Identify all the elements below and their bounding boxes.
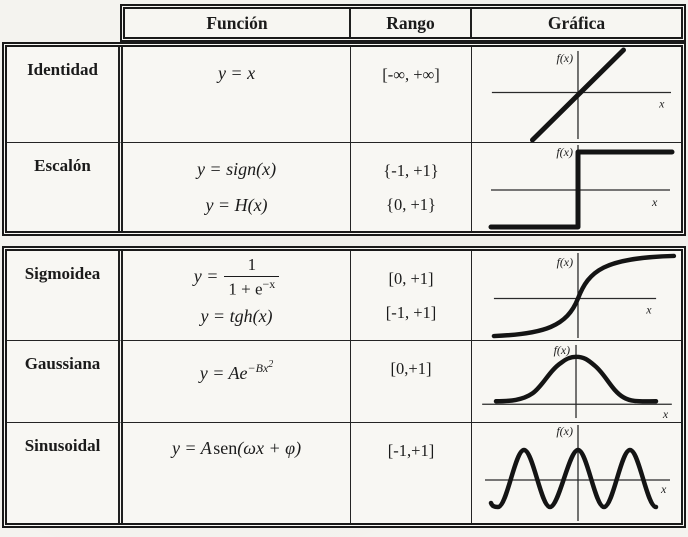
formula-gaussian xyxy=(123,349,350,389)
range-heaviside: {0, +1} xyxy=(386,195,436,214)
graph-ylabel: f(x) xyxy=(556,254,574,269)
formula-logistic-lhs: y = xyxy=(193,266,219,287)
range-cell-identidad xyxy=(351,47,472,143)
formula-cell-identidad xyxy=(123,47,351,143)
sine-graph xyxy=(472,423,681,523)
gaussian-exponent-square: 2 xyxy=(268,359,274,370)
range-cell-escalon xyxy=(351,143,472,231)
graph-ylabel: f(x) xyxy=(556,50,574,65)
graph-ylabel: f(x) xyxy=(556,145,573,159)
sine-arg: (ωx + φ) xyxy=(237,438,302,458)
graph-xlabel: x xyxy=(662,407,669,422)
formula-sine xyxy=(123,431,350,465)
sine-fn: sen xyxy=(213,438,238,458)
denominator-base: 1 + e xyxy=(228,279,263,299)
table-header xyxy=(120,4,686,42)
fraction-denominator xyxy=(224,276,279,299)
sine-pre: y = A xyxy=(171,438,212,458)
denominator-exponent: −x xyxy=(262,276,276,291)
graph-ylabel: f(x) xyxy=(556,424,573,438)
step-graph xyxy=(472,143,681,231)
graph-cell-escalon xyxy=(472,143,681,231)
graph-cell-sigmoidea xyxy=(472,251,681,341)
range-tanh: [-1, +1] xyxy=(385,303,437,322)
graph-cell-identidad xyxy=(472,47,681,143)
formula-logistic xyxy=(123,255,350,299)
formula-cell-sinusoidal xyxy=(123,423,351,523)
graph-xlabel: x xyxy=(661,482,667,496)
formula-identity: y = x xyxy=(217,63,256,83)
graph-xlabel: x xyxy=(646,302,652,317)
formula-heaviside: y = H(x) xyxy=(205,195,268,215)
sigmoid-graph xyxy=(472,251,681,340)
gaussian-exponent: −Bx xyxy=(247,361,269,375)
header-cell-rango: Rango xyxy=(351,9,472,37)
range-cell-sinusoidal xyxy=(351,423,472,523)
formula-cell-sigmoidea xyxy=(123,251,351,341)
range-logistic: [0, +1] xyxy=(388,269,434,288)
row-label-sinusoidal: Sinusoidal xyxy=(7,423,123,523)
formula-cell-gaussiana xyxy=(123,341,351,423)
range-gaussian: [0,+1] xyxy=(390,359,432,378)
graph-cell-gaussiana xyxy=(472,341,681,423)
formula-cell-escalon xyxy=(123,143,351,231)
formula-tanh: y = tgh(x) xyxy=(200,305,273,326)
formula-logistic-fraction xyxy=(224,255,279,299)
graph-cell-sinusoidal xyxy=(472,423,681,523)
range-cell-gaussiana xyxy=(351,341,472,423)
row-label-sigmoidea: Sigmoidea xyxy=(7,251,123,341)
row-label-identidad: Identidad xyxy=(7,47,123,143)
row-label-gaussiana: Gaussiana xyxy=(7,341,123,423)
gaussian-graph xyxy=(472,341,681,422)
table-upper xyxy=(2,42,686,236)
range-cell-sigmoidea xyxy=(351,251,472,341)
formula-sign: y = sign(x) xyxy=(196,159,277,179)
table-lower xyxy=(2,246,686,528)
row-label-escalon: Escalón xyxy=(7,143,123,231)
identity-graph xyxy=(472,47,681,142)
graph-ylabel: f(x) xyxy=(553,342,571,357)
gaussian-base: y = Ae xyxy=(199,363,248,383)
graph-xlabel: x xyxy=(652,195,658,209)
header-cell-grafica: Gráfica xyxy=(547,12,606,33)
graph-xlabel: x xyxy=(659,96,665,111)
header-cell-funcion: Función xyxy=(125,9,351,37)
range-sign: {-1, +1} xyxy=(383,161,439,180)
range-identity: [-∞, +∞] xyxy=(382,65,440,84)
range-sine: [-1,+1] xyxy=(387,441,435,460)
fraction-numerator: 1 xyxy=(247,255,257,274)
